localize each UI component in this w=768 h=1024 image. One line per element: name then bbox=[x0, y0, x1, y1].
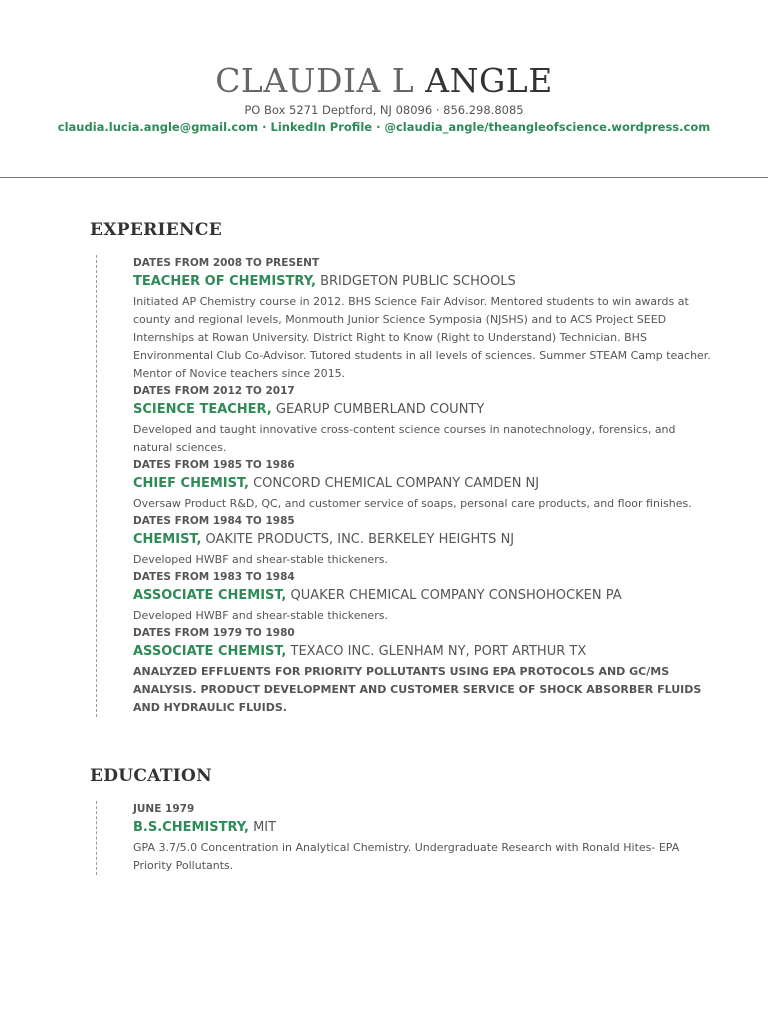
name-first: CLAUDIA L bbox=[215, 61, 415, 100]
entry-role bbox=[133, 529, 713, 551]
candidate-name bbox=[0, 62, 768, 100]
experience-heading: EXPERIENCE bbox=[90, 220, 222, 240]
entry-title: SCIENCE TEACHER, bbox=[133, 402, 272, 417]
entry-role bbox=[133, 271, 713, 293]
entry-org: QUAKER CHEMICAL COMPANY CONSHOHOCKEN PA bbox=[290, 588, 622, 603]
entry-description: Developed HWBF and shear-stable thickeners. bbox=[133, 553, 388, 566]
entry-title: B.S.CHEMISTRY, bbox=[133, 820, 249, 835]
header-divider bbox=[0, 177, 768, 178]
entry-org: MIT bbox=[253, 820, 277, 835]
experience-entry bbox=[133, 569, 713, 625]
entry-date: DATES FROM 1984 TO 1985 bbox=[133, 515, 295, 527]
entry-date: DATES FROM 1983 TO 1984 bbox=[133, 571, 295, 583]
contact-links: claudia.lucia.angle@gmail.com · LinkedIn Profile · @claudia_angle/theangleofscience.wordpress.com bbox=[57, 120, 711, 134]
entry-org: BRIDGETON PUBLIC SCHOOLS bbox=[320, 274, 516, 289]
entry-title: TEACHER OF CHEMISTRY, bbox=[133, 274, 316, 289]
entry-date: DATES FROM 1979 TO 1980 bbox=[133, 627, 295, 639]
entry-title: ASSOCIATE CHEMIST, bbox=[133, 588, 287, 603]
entry-role bbox=[133, 817, 713, 839]
entry-role bbox=[133, 399, 713, 421]
entry-description: ANALYZED EFFLUENTS FOR PRIORITY POLLUTANTS USING EPA PROTOCOLS AND GC/MS ANALYSIS. PRODUCT DEVELOPMENT AND CUSTOMER SERVICE OF SHOCK ABSORBER FLUIDS AND HYDRAULIC FLUIDS. bbox=[133, 665, 702, 714]
entry-description: Oversaw Product R&D, QC, and customer service of soaps, personal care products, and floor finishes. bbox=[133, 497, 692, 510]
entry-date: JUNE 1979 bbox=[133, 803, 195, 815]
entry-description: Developed HWBF and shear-stable thickeners. bbox=[133, 609, 388, 622]
education-heading: EDUCATION bbox=[90, 766, 212, 786]
name-last: ANGLE bbox=[425, 61, 553, 100]
entry-role bbox=[133, 585, 713, 607]
experience-entry bbox=[133, 457, 713, 513]
entry-description: Developed and taught innovative cross-content science courses in nanotechnology, forensics, and natural sciences. bbox=[133, 423, 676, 454]
entry-org: OAKITE PRODUCTS, INC. BERKELEY HEIGHTS NJ bbox=[205, 532, 515, 547]
experience-entry bbox=[133, 383, 713, 457]
entry-title: CHIEF CHEMIST, bbox=[133, 476, 249, 491]
entry-role bbox=[133, 473, 713, 495]
entry-date: DATES FROM 2008 TO PRESENT bbox=[133, 257, 320, 269]
entry-description: Initiated AP Chemistry course in 2012. BHS Science Fair Advisor. Mentored students to win awards at county and regional levels, Monmouth Junior Science Symposia (NJSHS) and to ACS Project SEED Internships at Rowan University. District Right to Know (Right to Understand) Technician. BHS Environmental Club Co-Advisor. Tutored students in all levels of sciences. Summer STEAM Camp teacher. Mentor of Novice teachers since 2015. bbox=[133, 295, 711, 380]
entry-description: GPA 3.7/5.0 Concentration in Analytical Chemistry. Undergraduate Research with Ronald Hites- EPA Priority Pollutants. bbox=[133, 841, 680, 872]
entry-date: DATES FROM 1985 TO 1986 bbox=[133, 459, 295, 471]
entry-title: ASSOCIATE CHEMIST, bbox=[133, 644, 287, 659]
entry-role bbox=[133, 641, 713, 663]
experience-entry bbox=[133, 255, 713, 383]
entry-org: GEARUP CUMBERLAND COUNTY bbox=[275, 402, 485, 417]
entry-title: CHEMIST, bbox=[133, 532, 202, 547]
experience-list bbox=[96, 255, 713, 717]
education-entry bbox=[133, 801, 713, 875]
experience-entry bbox=[133, 513, 713, 569]
resume-header bbox=[0, 62, 768, 136]
education-list bbox=[96, 801, 713, 875]
contact-address: PO Box 5271 Deptford, NJ 08096 · 856.298.8085 bbox=[244, 103, 524, 117]
entry-org: TEXACO INC. GLENHAM NY, PORT ARTHUR TX bbox=[290, 644, 587, 659]
experience-entry bbox=[133, 625, 713, 717]
entry-org: CONCORD CHEMICAL COMPANY CAMDEN NJ bbox=[253, 476, 540, 491]
entry-date: DATES FROM 2012 TO 2017 bbox=[133, 385, 295, 397]
